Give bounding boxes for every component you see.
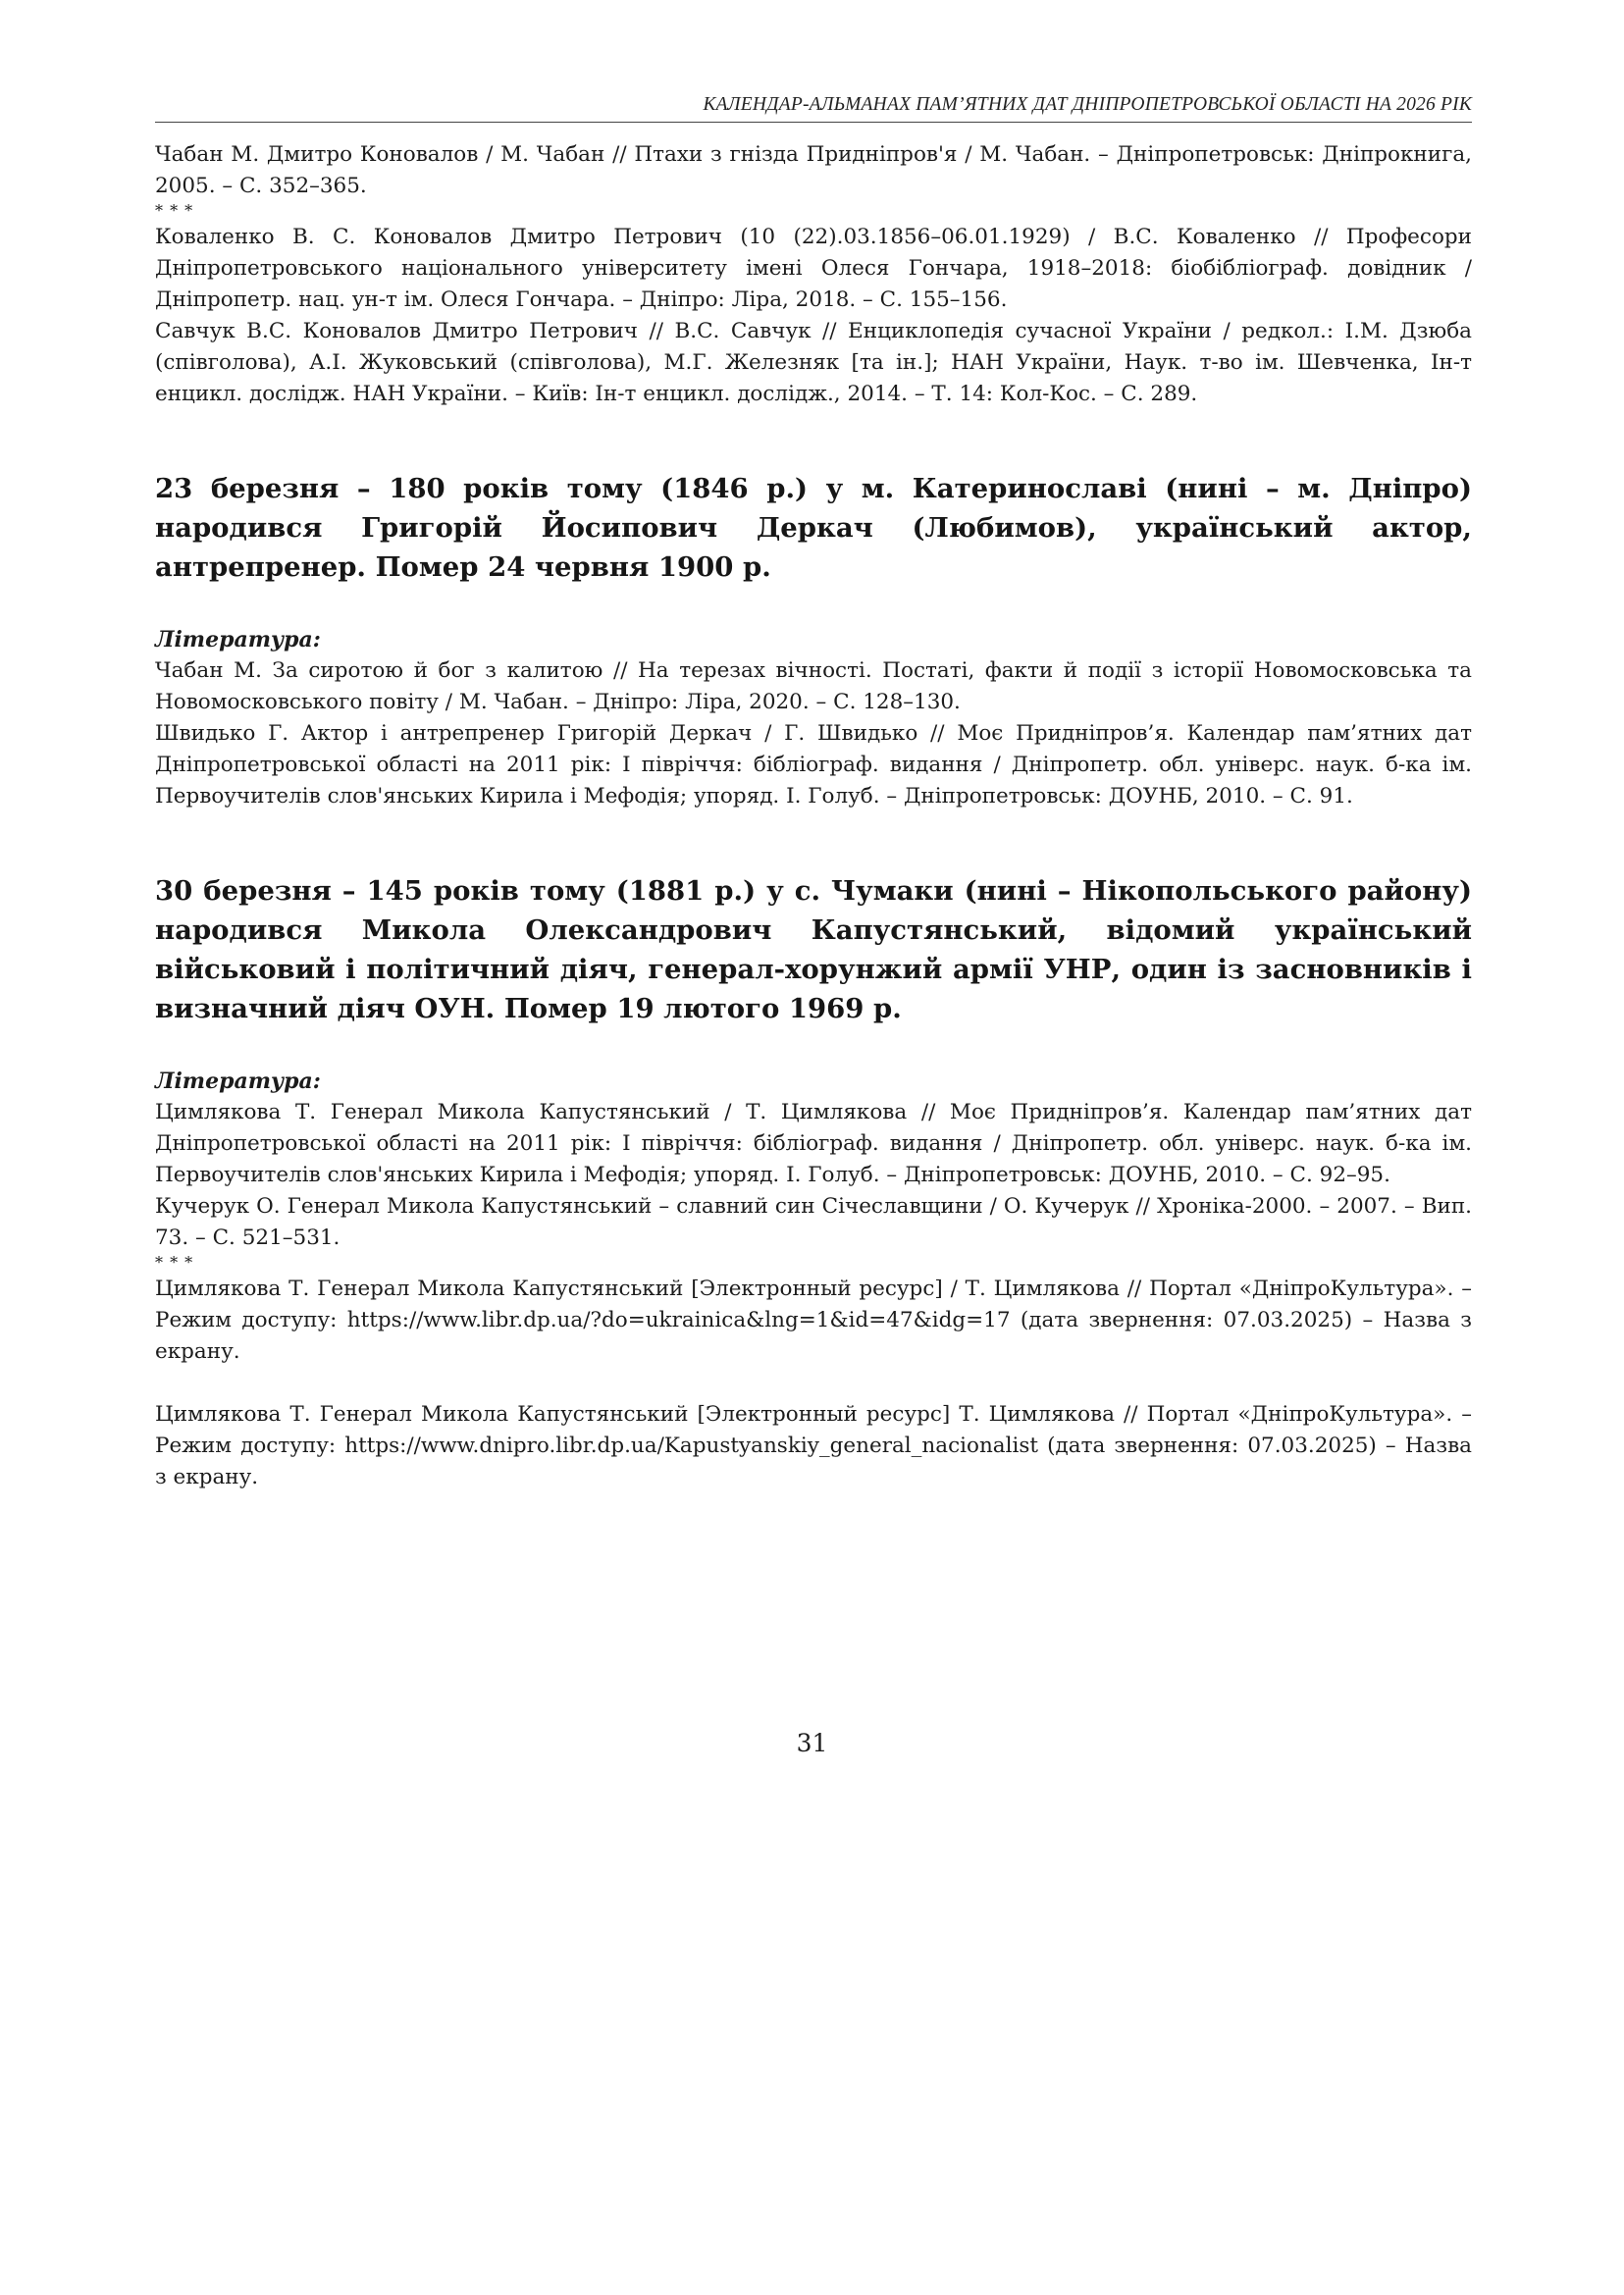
literature-label: Література: bbox=[155, 627, 321, 652]
online-resource-entry: Цимлякова Т. Генерал Микола Капустянський [Электронный ресурс] Т. Цимлякова // Портал «ДніпроКультура». – Режим доступу: https://www.dnipro.libr.dp.ua/Kapustyanskiy_general_nacionalist (дата звернення: 07.03.2025) – Назва з екрану. bbox=[155, 1402, 1472, 1489]
online-resource-entry: Цимлякова Т. Генерал Микола Капустянський [Электронный ресурс] / Т. Цимлякова // Портал «ДніпроКультура». – Режим доступу: https://www.libr.dp.ua/?do=ukrainica&lng=1&id=47&idg=17 (дата звернення: 07.03.2025) – Назва з екрану. bbox=[155, 1277, 1472, 1364]
event-heading: 23 березня – 180 років тому (1846 р.) у м. Катеринославі (нині – м. Дніпро) народився Григорій Йосипович Деркач (Любимов), український актор, антрепренер. Помер 24 червня 1900 р. bbox=[155, 473, 1472, 583]
separator-stars: * * * bbox=[155, 201, 194, 220]
spacer bbox=[155, 587, 1472, 624]
page-number: 31 bbox=[796, 1729, 828, 1757]
running-header: КАЛЕНДАР-АЛЬМАНАХ ПАМ’ЯТНИХ ДАТ ДНІПРОПЕТРОВСЬКОЇ ОБЛАСТІ НА 2026 РІК bbox=[155, 94, 1472, 123]
page-content bbox=[155, 139, 1472, 1493]
separator-stars: * * * bbox=[155, 1253, 194, 1272]
literature-label: Література: bbox=[155, 1069, 321, 1094]
bibliography-entry: Савчук В.С. Коновалов Дмитро Петрович // В.С. Савчук // Енциклопедія сучасної України / редкол.: І.М. Дзюба (співголова), А.І. Жуковський (співголова), М.Г. Железняк [та ін.]; НАН України, Наук. т-во ім. Шевченка, Ін-т енцикл. дослідж. НАН України. – Київ: Ін-т енцикл. дослідж., 2014. – Т. 14: Кол-Кос. – С. 289. bbox=[155, 319, 1472, 406]
bibliography-entry: Коваленко В. С. Коновалов Дмитро Петрович (10 (22).03.1856–06.01.1929) / В.С. Коваленко // Професори Дніпропетровського національного університету імені Олеся Гончара, 1918–2018: біобібліограф. довідник / Дніпропетр. нац. ун-т ім. Олеся Гончара. – Дніпро: Ліра, 2018. – С. 155–156. bbox=[155, 225, 1472, 312]
bibliography-entry: Чабан М. Дмитро Коновалов / М. Чабан // Птахи з гнізда Придніпров'я / М. Чабан. – Дніпропетровськ: Дніпрокнига, 2005. – С. 352–365. bbox=[155, 142, 1472, 198]
spacer bbox=[155, 812, 1472, 871]
bibliography-entry: Швидько Г. Актор і антрепренер Григорій Деркач / Г. Швидько // Моє Придніпров’я. Календар пам’ятних дат Дніпропетровської області на 2011 рік: І півріччя: бібліограф. видання / Дніпропетр. обл. універс. наук. б-ка ім. Первоучителів слов'янських Кирила і Мефодія; упоряд. І. Голуб. – Дніпропетровськ: ДОУНБ, 2010. – С. 91. bbox=[155, 721, 1472, 808]
spacer bbox=[155, 410, 1472, 469]
spacer bbox=[155, 1368, 1472, 1399]
event-heading: 30 березня – 145 років тому (1881 р.) у с. Чумаки (нині – Нікопольського району) народився Микола Олександрович Капустянський, відомий український військовий і політичний діяч, генерал-хорунжий армії УНР, один із засновників і визначний діяч ОУН. Помер 19 лютого 1969 р. bbox=[155, 875, 1472, 1024]
bibliography-entry: Цимлякова Т. Генерал Микола Капустянський / Т. Цимлякова // Моє Придніпров’я. Календар пам’ятних дат Дніпропетровської області на 2011 рік: І півріччя: бібліограф. видання / Дніпропетр. обл. універс. наук. б-ка ім. Первоучителів слов'янських Кирила і Мефодія; упоряд. І. Голуб. – Дніпропетровськ: ДОУНБ, 2010. – С. 92–95. bbox=[155, 1100, 1472, 1187]
bibliography-entry: Кучерук О. Генерал Микола Капустянський – славний син Січеславщини / О. Кучерук // Хроніка-2000. – 2007. – Вип. 73. – С. 521–531. bbox=[155, 1194, 1472, 1250]
spacer bbox=[155, 1028, 1472, 1066]
bibliography-entry: Чабан М. За сиротою й бог з калитою // На терезах вічності. Постаті, факти й події з історії Новомосковська та Новомосковського повіту / М. Чабан. – Дніпро: Ліра, 2020. – С. 128–130. bbox=[155, 658, 1472, 714]
